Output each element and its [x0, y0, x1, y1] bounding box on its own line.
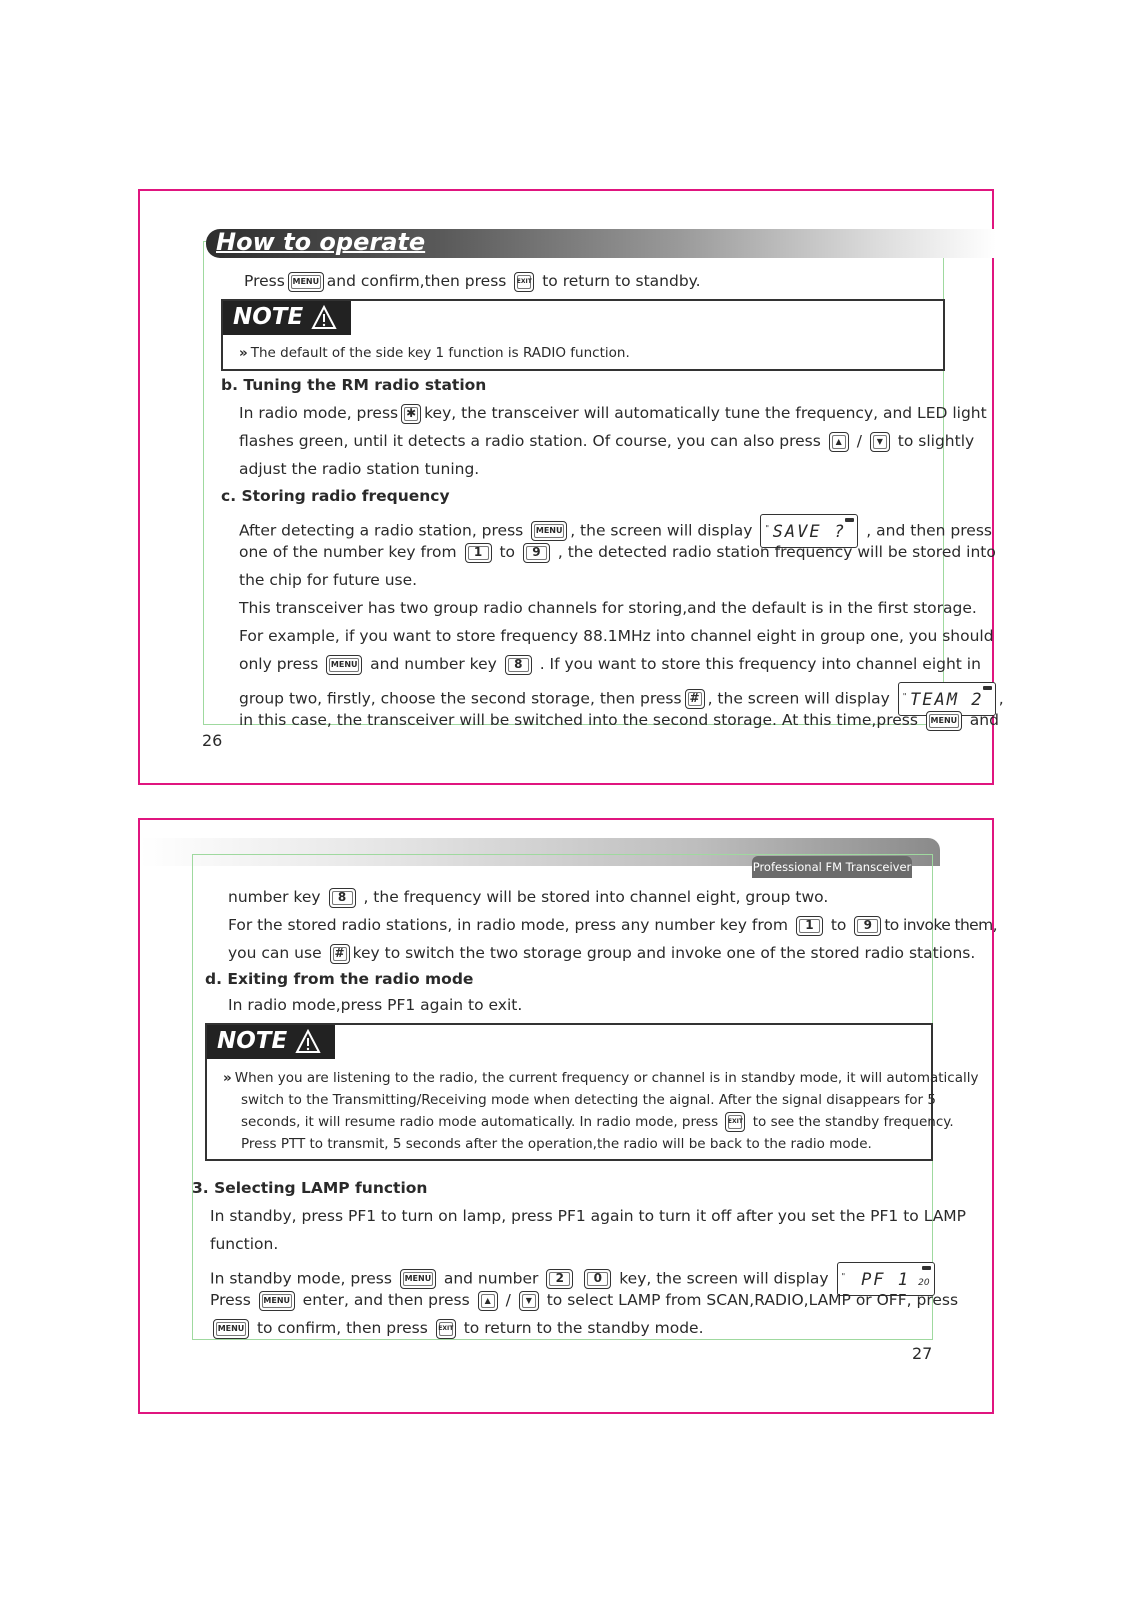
section-c-heading: c. Storing radio frequency [221, 487, 450, 505]
up-key-icon: ▲ [829, 432, 849, 452]
header-subtitle: Professional FM Transceiver [752, 856, 912, 878]
number-9-key-icon: 9 [523, 543, 550, 563]
section-c-line: This transceiver has two group radio channels for storing,and the default is in the first storage. [239, 599, 977, 617]
section-c-line: After detecting a radio station, press MENU , the screen will display " SAVE ? , and then press [239, 514, 992, 548]
section-3-line: In standby, press PF1 to turn on lamp, press PF1 again to turn it off after you set the PF1 to LAMP [210, 1207, 967, 1225]
section-b-line: adjust the radio station tuning. [239, 460, 480, 478]
number-9-key-icon: 9 [854, 916, 881, 936]
chevron-right-icon: » [223, 1070, 232, 1086]
warning-icon [295, 1029, 321, 1054]
exit-key-icon: EXIT [514, 272, 534, 292]
number-1-key-icon: 1 [465, 543, 492, 563]
number-8-key-icon: 8 [329, 888, 356, 908]
section-c-line: one of the number key from 1 to 9 , the detected radio station frequency will be stored into [239, 543, 996, 561]
down-key-icon: ▼ [870, 432, 890, 452]
scan-key-icon: ✱ [401, 404, 421, 424]
section-3-line: Press MENU enter, and then press ▲ / ▼ to select LAMP from SCAN,RADIO,LAMP or OFF, press [210, 1291, 959, 1309]
lcd-display: " TEAM 2 [898, 682, 996, 716]
manual-page-27 [138, 818, 997, 1414]
section-3-line: In standby mode, press MENU and number 2 0 key, the screen will display " 20 PF 1 [210, 1262, 938, 1296]
menu-key-icon: MENU [531, 521, 567, 541]
menu-key-icon: MENU [326, 655, 362, 675]
section-c-line: only press MENU and number key 8 . If you want to store this frequency into channel eight in [239, 655, 981, 673]
note-label: NOTE [233, 304, 304, 330]
section-c-line: the chip for future use. [239, 571, 418, 589]
number-1-key-icon: 1 [796, 916, 823, 936]
section-c-line: For example, if you want to store frequency 88.1MHz into channel eight in group one, you should [239, 627, 994, 645]
exit-key-icon: EXIT [436, 1319, 456, 1339]
down-key-icon: ▼ [519, 1291, 539, 1311]
number-8-key-icon: 8 [505, 655, 532, 675]
menu-key-icon: MENU [288, 272, 324, 292]
note-text: seconds, it will resume radio mode automatically. In radio mode, press EXIT to see the standby frequency. [241, 1114, 954, 1130]
up-key-icon: ▲ [478, 1291, 498, 1311]
section-d-line: In radio mode,press PF1 again to exit. [228, 996, 523, 1014]
page-number: 27 [912, 1344, 933, 1363]
manual-page-26 [138, 189, 1004, 785]
body-line: you can use # key to switch the two storage group and invoke one of the stored radio stations. [228, 944, 976, 962]
note-text: » The default of the side key 1 function is RADIO function. [239, 345, 630, 361]
section-c-line: in this case, the transceiver will be switched into the second storage. At this time,press MENU and [239, 711, 999, 729]
section-b-line: flashes green, until it detects a radio station. Of course, you can also press ▲ / ▼ to slightly [239, 432, 975, 450]
body-line: number key 8 , the frequency will be stored into channel eight, group two. [228, 888, 829, 906]
page-number: 26 [202, 731, 223, 750]
warning-icon [311, 305, 337, 330]
header-title: How to operate [216, 228, 426, 256]
section-d-heading: d. Exiting from the radio mode [205, 970, 474, 988]
note-text: » When you are listening to the radio, the current frequency or channel is in standby mode, it will automatically [223, 1070, 979, 1086]
hash-key-icon: # [685, 689, 705, 709]
menu-key-icon: MENU [400, 1269, 436, 1289]
number-2-key-icon: 2 [546, 1269, 573, 1289]
section-3-heading: 3. Selecting LAMP function [192, 1179, 428, 1197]
section-3-line: MENU to confirm, then press EXIT to return to the standby mode. [210, 1318, 704, 1339]
menu-key-icon: MENU [213, 1319, 249, 1339]
section-3-line: function. [210, 1235, 279, 1253]
confirm-line: Press MENU and confirm,then press EXIT to return to standby. [244, 272, 701, 290]
section-c-line: group two, firstly, choose the second storage, then press # , the screen will display " TEAM 2 , [239, 682, 1004, 716]
body-line: For the stored radio stations, in radio mode, press any number key from 1 to 9 to invoke them, [228, 916, 997, 934]
section-b-line: In radio mode, press ✱ key, the transceiver will automatically tune the frequency, and LED light [239, 404, 987, 422]
menu-key-icon: MENU [926, 711, 962, 731]
lcd-display: " SAVE ? [760, 514, 858, 548]
note-text: Press PTT to transmit, 5 seconds after the operation,the radio will be back to the radio mode. [241, 1136, 872, 1152]
lcd-display: " 20 PF 1 [837, 1262, 935, 1296]
note-label: NOTE [217, 1028, 288, 1054]
section-b-heading: b. Tuning the RM radio station [221, 376, 487, 394]
number-0-key-icon: 0 [584, 1269, 611, 1289]
note-text: switch to the Transmitting/Receiving mode when detecting the aignal. After the signal disappears for 5 [241, 1092, 936, 1108]
menu-key-icon: MENU [259, 1291, 295, 1311]
hash-key-icon: # [330, 944, 350, 964]
chevron-right-icon: » [239, 345, 248, 361]
note-box [205, 1023, 979, 1161]
exit-key-icon: EXIT [725, 1112, 745, 1132]
note-box [221, 299, 945, 371]
